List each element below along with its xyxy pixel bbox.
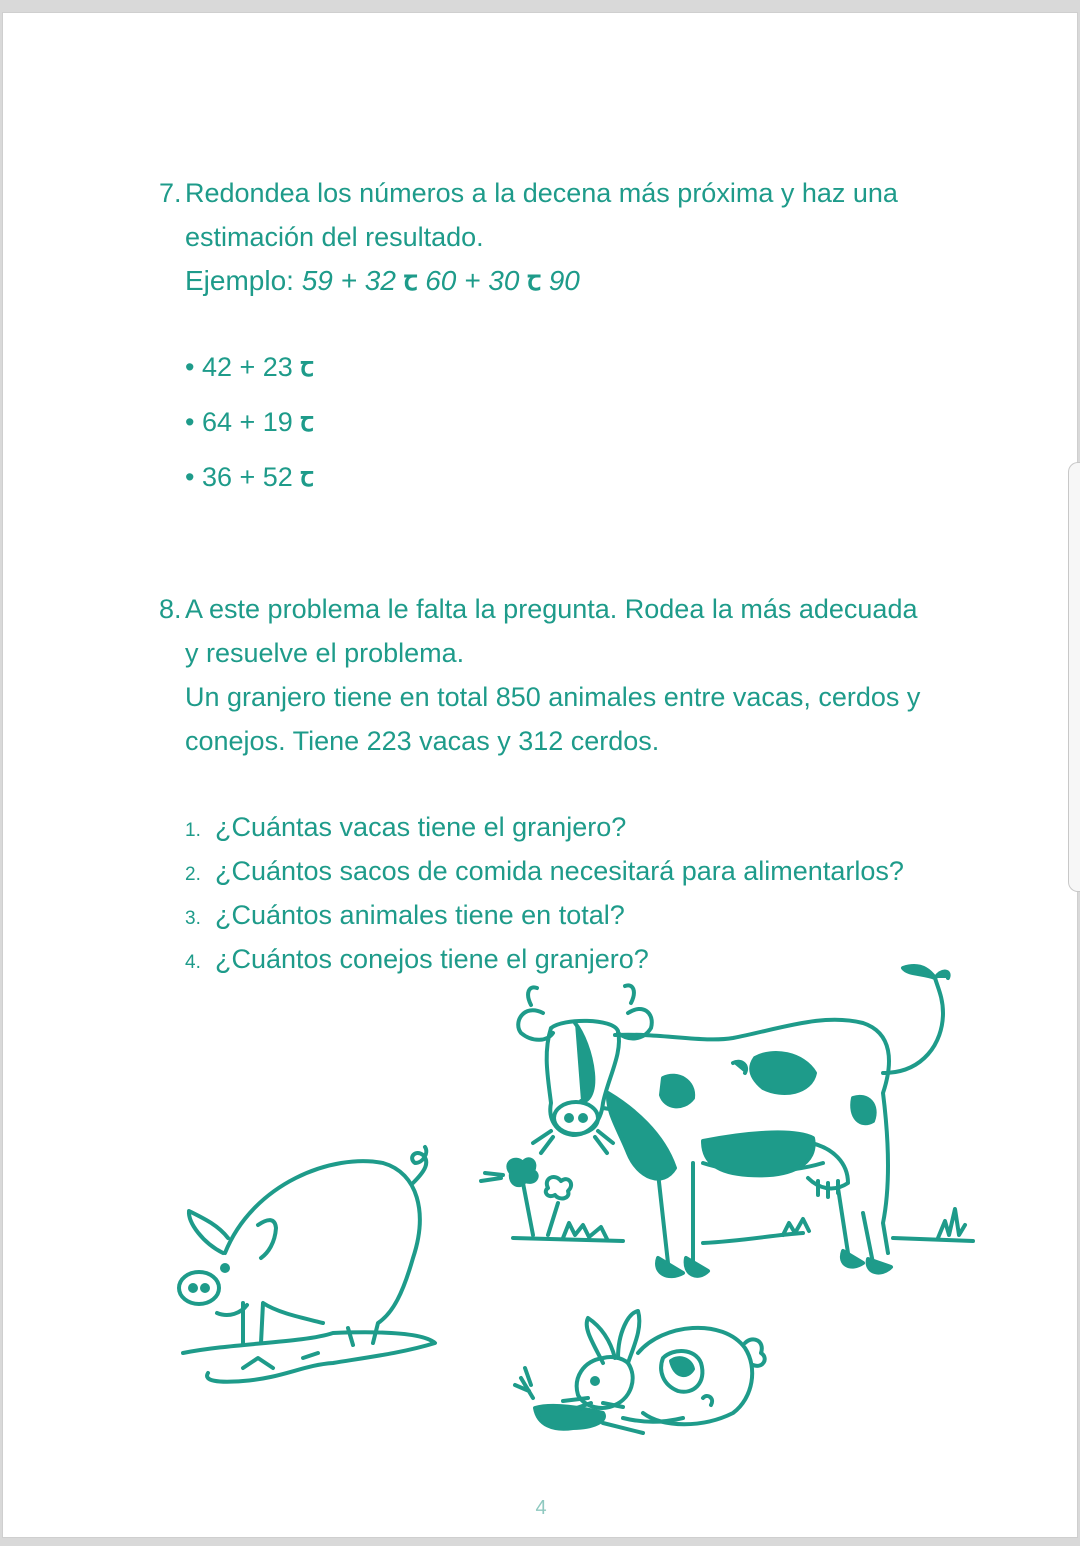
exercise-8-line-1: A este problema le falta la pregunta. Rodea la más adecuada — [185, 594, 918, 624]
item-sum: • 42 + 23 — [185, 352, 293, 382]
arrow-icon: ꞇ — [527, 264, 541, 297]
option-number: 4. — [185, 952, 201, 973]
example-sum-rounded: 60 + 30 — [425, 265, 520, 296]
pig-illustration — [179, 1147, 435, 1382]
rabbit-illustration — [515, 1311, 765, 1433]
example-label: Ejemplo: — [185, 265, 294, 296]
page-number: 4 — [535, 1497, 547, 1519]
exercise-8-line-3: Un granjero tiene en total 850 animales entre vacas, cerdos y — [185, 682, 921, 712]
exercise-8-line-4: conejos. Tiene 223 vacas y 312 cerdos. — [185, 726, 660, 756]
arrow-icon: ꞇ — [300, 352, 314, 383]
exercise-7-number: 7. — [159, 178, 182, 208]
example-result: 90 — [548, 265, 580, 296]
option-number: 1. — [185, 820, 201, 841]
document-page — [2, 12, 1078, 1538]
exercise-7-line-2: estimación del resultado. — [185, 222, 484, 252]
option-text: ¿Cuántos animales tiene en total? — [215, 900, 625, 930]
arrow-icon: ꞇ — [300, 407, 314, 438]
option-text: ¿Cuántos conejos tiene el granjero? — [215, 944, 649, 974]
exercise-8-line-2: y resuelve el problema. — [185, 638, 465, 668]
arrow-icon: ꞇ — [300, 462, 314, 493]
item-sum: • 36 + 52 — [185, 462, 293, 492]
farm-illustration — [3, 13, 1079, 1539]
arrow-icon: ꞇ — [403, 264, 418, 297]
exercise-7-line-1: Redondea los números a la decena más próxima y haz una — [185, 178, 898, 208]
exercise-8-number: 8. — [159, 594, 182, 624]
scrollbar-handle[interactable] — [1068, 462, 1080, 892]
option-number: 3. — [185, 908, 201, 929]
option-text: ¿Cuántos sacos de comida necesitará para alimentarlos? — [215, 856, 904, 886]
cow-illustration — [481, 966, 973, 1276]
example-sum-original: 59 + 32 — [301, 265, 396, 296]
option-text: ¿Cuántas vacas tiene el granjero? — [215, 812, 627, 842]
item-sum: • 64 + 19 — [185, 407, 293, 437]
option-number: 2. — [185, 864, 201, 885]
